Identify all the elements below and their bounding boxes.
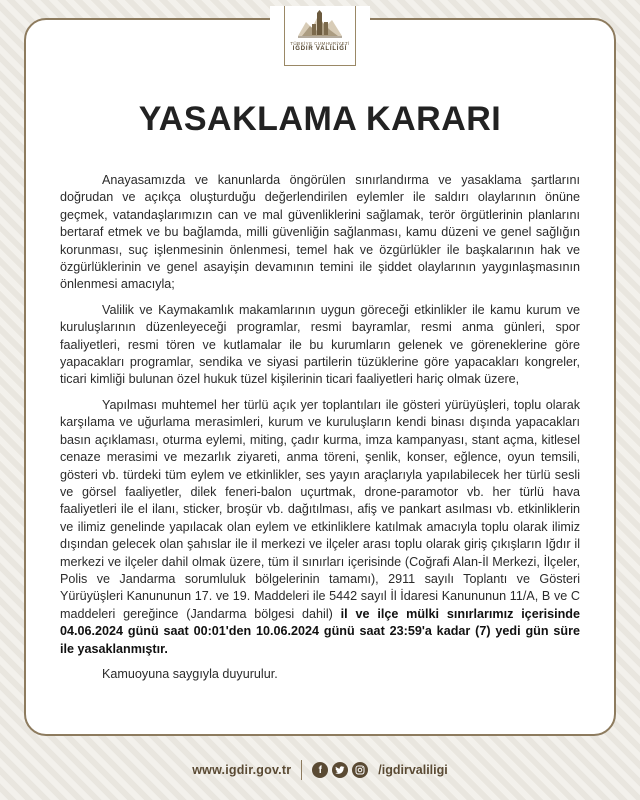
header-emblem — [270, 6, 370, 66]
paragraph-purpose: Anayasamızda ve kanunlarda öngörülen sınırlandırma ve yasaklama şartlarını doğrudan ve açıkça oluşturduğu değerlendirilen eylemler ile saldırı olaylarının önüne geçmek, vatandaşlarımızın can ve mal güvenliklerini sağlamak, terör örgütlerinin planlarını bertaraf etmek ve bu bağlamda, milli güvenliğin sağlanması, kamu düzeni ve genel sağlığın korunması, suç işlenmesinin önlenmesi, temel hak ve özgürlükler ile başkalarının hak ve özgürlüklerinin ve genel asayişin devamının temini ile şiddet olaylarının yaygınlaşmasının önlenmesi amacıyla; — [60, 173, 580, 292]
emblem-office-text: IĞDIR VALİLİĞİ — [292, 46, 348, 52]
emblem-country-text: TÜRKİYE CUMHURİYETİ — [290, 41, 350, 46]
closing-line: Kamuoyuna saygıyla duyurulur. — [102, 666, 278, 681]
social-handle[interactable]: /igdirvaliligi — [378, 763, 448, 777]
social-icons — [312, 762, 368, 778]
website-link[interactable]: www.igdir.gov.tr — [192, 763, 292, 777]
paragraph-ban — [60, 397, 580, 658]
facebook-icon[interactable]: f — [312, 762, 328, 778]
instagram-icon[interactable] — [352, 762, 368, 778]
document-body — [60, 172, 580, 691]
document-title: YASAKLAMA KARARI — [138, 100, 502, 138]
paragraph-exceptions: Valilik ve Kaymakamlık makamlarının uygun göreceği etkinlikler ile kamu kurum ve kuruluşlarının düzenleyeceği programlar, resmi bayramlar, resmi anma günleri, spor faaliyetleri, resmi tören ve kutlamalar ile bu kurumların gelenek ve göreneklerine göre yapacakları programlar, sendika ve siyasi partilerin tüzüklerine göre yapacakları kongreler, ticari kimliği bulunan özel hukuk tüzel kişilerinin ticari faaliyetleri hariç olmak üzere, — [60, 302, 580, 387]
governorate-logo-icon — [296, 10, 344, 40]
twitter-icon[interactable] — [332, 762, 348, 778]
emblem-frame — [284, 6, 356, 66]
footer — [0, 752, 640, 788]
ban-text: Yapılması muhtemel her türlü açık yer toplantıları ile gösteri yürüyüşleri, toplu olarak karşılama ve uğurlama merasimleri, kurum ve kuruluşların kendi binası dışında yapacakları basın açıklaması, oturma eylemi, miting, çadır kurma, imza kampanyası, stant açma, kitlesel cenaze merasimi ve mezarlık ziyareti, anma töreni, şenlik, konser, eğlence, oyun temsili, gösteri vb. türdeki tüm eylem ve etkinlikler, ses yayın araçlarıyla yapılabilecek her türlü sesli ve görsel faaliyetler, dilek feneri-balon uçurtmak, drone-paramotor vb. her türlü hava faaliyetleri ile el ilanı, sticker, broşür vb. dağıtılması, afiş ve pankart asılması vb. etkinliklerin ve ilimiz genelinde yapılacak olan eylem ve etkinliklere katılmak amacıyla toplu olarak ilimiz dışından gelecek olan şahıslar ile il merkezi ve ilçeler arası toplu olarak giriş çıkışların Iğdır il merkezi ve ilçeler dahil olmak üzere, tüm il sınırları içerisinde (Coğrafi Alan-İl Merkezi, İlçeler, Polis ve Jandarma sorumluluk bölgelerinin tamamı), 2911 sayılı Toplantı ve Gösteri Yürüyüşleri Kanununun 17. ve 19. Maddeleri ile 5442 sayıl İl İdaresi Kanununun 11/A, B ve C maddeleri gereğince (Jandarma bölgesi dahil) — [60, 397, 580, 621]
footer-divider — [301, 760, 302, 780]
ban-period-text: il ve ilçe mülki sınırlarımız içerisinde 04.06.2024 günü saat 00:01'den 10.06.2024 günü saat 23:59'a kadar (7) yedi gün süre ile yasaklanmıştır. — [60, 606, 580, 656]
